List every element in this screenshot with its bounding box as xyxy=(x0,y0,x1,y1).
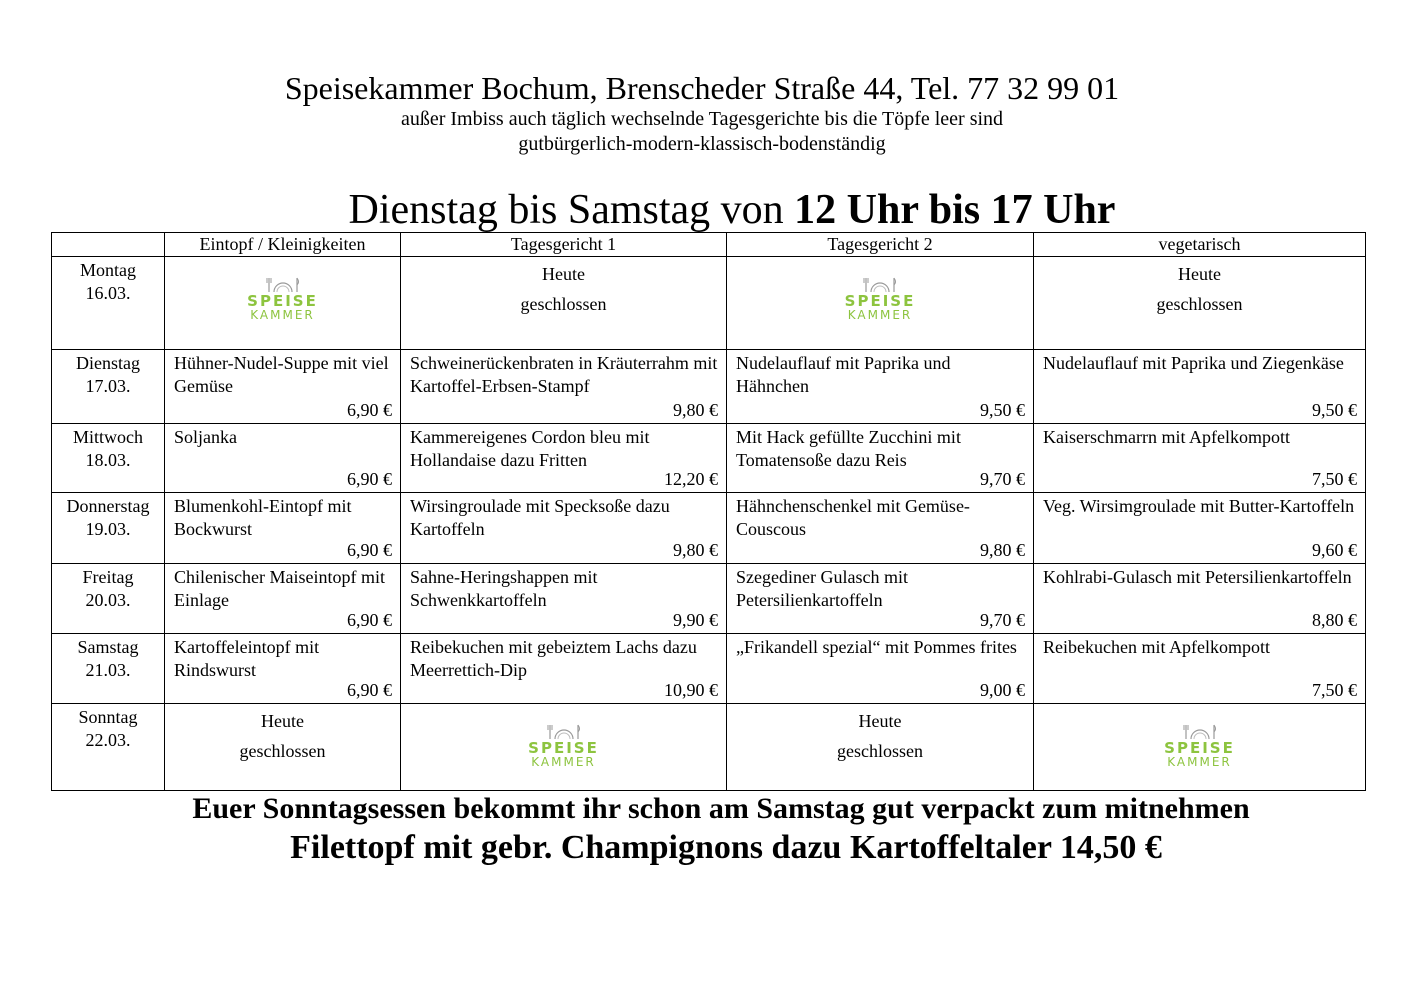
dish-cell-tagesgericht-1 xyxy=(401,350,727,424)
day-date: 18.03. xyxy=(85,450,131,470)
dish-price: 6,90 € xyxy=(347,610,392,630)
closed-cell xyxy=(165,704,401,791)
column-header-vegetarisch: vegetarisch xyxy=(1034,233,1366,257)
dish-price: 7,50 € xyxy=(1312,680,1357,700)
dish-cell-eintopf xyxy=(165,493,401,564)
dish-price: 6,90 € xyxy=(347,400,392,420)
dish-cell-eintopf xyxy=(165,424,401,493)
dish-price: 9,80 € xyxy=(673,400,718,420)
dish-price: 12,20 € xyxy=(664,469,718,489)
dish-price: 9,80 € xyxy=(673,540,718,560)
column-header-tagesgericht-1: Tagesgericht 1 xyxy=(401,233,727,257)
dish-name: „Frikandell spezial“ mit Pommes frites xyxy=(736,637,1017,657)
dish-name: Hähnchenschenkel mit Gemüse-Couscous xyxy=(736,496,970,539)
day-cell xyxy=(52,424,165,493)
menu-row xyxy=(52,424,1366,493)
sunday-special-dish: Filettopf mit gebr. Champignons dazu Kartoffeltaler 14,50 € xyxy=(290,829,1162,866)
logo-word-kammer: KAMMER xyxy=(1167,755,1232,769)
dish-name: Szegediner Gulasch mit Petersilienkartoffeln xyxy=(736,567,908,610)
dish-price: 9,50 € xyxy=(1312,400,1357,420)
dish-cell-vegetarisch xyxy=(1034,424,1366,493)
dish-name: Kartoffeleintopf mit Rindswurst xyxy=(174,637,320,680)
dish-name: Kohlrabi-Gulasch mit Petersilienkartoffeln xyxy=(1043,567,1352,587)
dish-cell-tagesgericht-2 xyxy=(727,350,1034,424)
dish-cell-tagesgericht-2 xyxy=(727,424,1034,493)
dish-cell-vegetarisch xyxy=(1034,350,1366,424)
speisekammer-logo xyxy=(727,257,1033,321)
dish-price: 10,90 € xyxy=(664,680,718,700)
day-cell xyxy=(52,634,165,704)
day-cell xyxy=(52,493,165,564)
logo-word-kammer: KAMMER xyxy=(250,308,315,322)
dish-price: 9,70 € xyxy=(980,469,1025,489)
dish-cell-tagesgericht-1 xyxy=(401,634,727,704)
day-name: Samstag xyxy=(77,637,139,657)
dish-price: 6,90 € xyxy=(347,680,392,700)
dish-name: Reibekuchen mit gebeiztem Lachs dazu Meerrettich-Dip xyxy=(410,637,697,680)
subtitle-offer: außer Imbiss auch täglich wechselnde Tagesgerichte bis die Töpfe leer sind xyxy=(400,108,1004,130)
closed-label-heute: Heute xyxy=(542,264,585,284)
day-cell xyxy=(52,704,165,791)
logo-cell xyxy=(1034,704,1366,791)
menu-row xyxy=(52,493,1366,564)
day-name: Donnerstag xyxy=(66,496,150,516)
dish-price: 9,50 € xyxy=(980,400,1025,420)
closed-label-geschlossen: geschlossen xyxy=(239,741,326,761)
menu-row xyxy=(52,350,1366,424)
dish-cell-vegetarisch xyxy=(1034,564,1366,634)
speisekammer-logo xyxy=(1034,704,1365,768)
sunday-takeaway-note: Euer Sonntagsessen bekommt ihr schon am Samstag gut verpackt zum mitnehmen xyxy=(192,792,1250,825)
closed-cell xyxy=(1034,257,1366,350)
closed-label-geschlossen: geschlossen xyxy=(837,741,923,761)
dish-name: Veg. Wirsimgroulade mit Butter-Kartoffeln xyxy=(1043,496,1355,516)
column-header-eintopf: Eintopf / Kleinigkeiten xyxy=(165,233,401,257)
closed-label-heute: Heute xyxy=(858,711,902,731)
day-cell xyxy=(52,564,165,634)
dish-name: Kammereigenes Cordon bleu mit Hollandaise dazu Fritten xyxy=(410,427,650,470)
menu-row xyxy=(52,634,1366,704)
dish-price: 9,00 € xyxy=(980,680,1025,700)
restaurant-address-title: Speisekammer Bochum, Brenscheder Straße 44, Tel. 77 32 99 01 xyxy=(284,70,1120,106)
day-name: Mittwoch xyxy=(73,427,143,447)
dish-name: Soljanka xyxy=(174,427,237,447)
dish-cell-vegetarisch xyxy=(1034,493,1366,564)
dish-name: Blumenkohl-Eintopf mit Bockwurst xyxy=(174,496,352,539)
plate-cutlery-icon xyxy=(263,275,303,293)
column-header-tagesgericht-2: Tagesgericht 2 xyxy=(727,233,1034,257)
opening-days: Dienstag bis Samstag von xyxy=(348,187,795,233)
day-name: Dienstag xyxy=(76,353,140,373)
day-cell xyxy=(52,350,165,424)
day-name: Sonntag xyxy=(78,707,138,727)
dish-name: Chilenischer Maiseintopf mit Einlage xyxy=(174,567,385,610)
closed-label-geschlossen: geschlossen xyxy=(1156,294,1243,314)
dish-cell-tagesgericht-2 xyxy=(727,493,1034,564)
day-date: 16.03. xyxy=(85,283,131,303)
dish-price: 8,80 € xyxy=(1312,610,1357,630)
dish-name: Nudelauflauf mit Paprika und Ziegenkäse xyxy=(1043,353,1344,373)
plate-cutlery-icon xyxy=(544,722,584,740)
dish-cell-eintopf xyxy=(165,634,401,704)
menu-row xyxy=(52,257,1366,350)
closed-label-heute: Heute xyxy=(261,711,304,731)
dish-cell-vegetarisch xyxy=(1034,634,1366,704)
column-header-row xyxy=(52,233,1366,257)
speisekammer-logo xyxy=(165,257,400,321)
dish-name: Wirsingroulade mit Specksoße dazu Kartoffeln xyxy=(410,496,670,539)
logo-word-speise: SPEISE xyxy=(844,292,916,310)
closed-label-geschlossen: geschlossen xyxy=(520,294,607,314)
plate-cutlery-icon xyxy=(1180,722,1220,740)
weekly-menu-table xyxy=(51,232,1366,791)
dish-cell-tagesgericht-2 xyxy=(727,564,1034,634)
dish-cell-tagesgericht-1 xyxy=(401,493,727,564)
dish-price: 9,60 € xyxy=(1312,540,1357,560)
day-date: 19.03. xyxy=(85,519,131,539)
dish-price: 7,50 € xyxy=(1312,469,1357,489)
logo-word-speise: SPEISE xyxy=(1164,739,1235,757)
dish-cell-eintopf xyxy=(165,350,401,424)
logo-word-speise: SPEISE xyxy=(528,739,599,757)
speisekammer-logo xyxy=(401,704,726,768)
opening-times: 12 Uhr bis 17 Uhr xyxy=(794,187,1116,233)
opening-hours xyxy=(0,186,1404,234)
dish-price: 6,90 € xyxy=(347,469,392,489)
column-header-day xyxy=(52,233,165,257)
dish-name: Mit Hack gefüllte Zucchini mit Tomatensoße dazu Reis xyxy=(736,427,961,470)
day-date: 20.03. xyxy=(85,590,131,610)
logo-word-speise: SPEISE xyxy=(247,292,318,310)
dish-price: 9,90 € xyxy=(673,610,718,630)
closed-label-heute: Heute xyxy=(1178,264,1221,284)
plate-cutlery-icon xyxy=(860,275,900,293)
dish-name: Sahne-Heringshappen mit Schwenkkartoffeln xyxy=(410,567,598,610)
dish-name: Reibekuchen mit Apfelkompott xyxy=(1043,637,1270,657)
logo-cell xyxy=(165,257,401,350)
dish-name: Kaiserschmarrn mit Apfelkompott xyxy=(1043,427,1290,447)
logo-word-kammer: KAMMER xyxy=(531,755,596,769)
logo-cell xyxy=(727,257,1034,350)
menu-row xyxy=(52,704,1366,791)
subtitle-style: gutbürgerlich-modern-klassisch-bodenständig xyxy=(518,133,886,155)
logo-word-kammer: KAMMER xyxy=(847,308,913,322)
dish-name: Hühner-Nudel-Suppe mit viel Gemüse xyxy=(174,353,389,396)
day-cell xyxy=(52,257,165,350)
day-date: 21.03. xyxy=(85,660,131,680)
day-date: 17.03. xyxy=(85,376,131,396)
closed-cell xyxy=(727,704,1034,791)
day-name: Montag xyxy=(80,260,136,280)
menu-row xyxy=(52,564,1366,634)
dish-cell-tagesgericht-1 xyxy=(401,424,727,493)
dish-cell-tagesgericht-1 xyxy=(401,564,727,634)
dish-name: Schweinerückenbraten in Kräuterrahm mit Kartoffel-Erbsen-Stampf xyxy=(410,353,718,396)
closed-cell xyxy=(401,257,727,350)
day-name: Freitag xyxy=(82,567,134,587)
day-date: 22.03. xyxy=(85,730,131,750)
dish-cell-tagesgericht-2 xyxy=(727,634,1034,704)
dish-price: 9,70 € xyxy=(980,610,1025,630)
dish-price: 6,90 € xyxy=(347,540,392,560)
dish-name: Nudelauflauf mit Paprika und Hähnchen xyxy=(736,353,951,396)
logo-cell xyxy=(401,704,727,791)
dish-cell-eintopf xyxy=(165,564,401,634)
dish-price: 9,80 € xyxy=(980,540,1025,560)
